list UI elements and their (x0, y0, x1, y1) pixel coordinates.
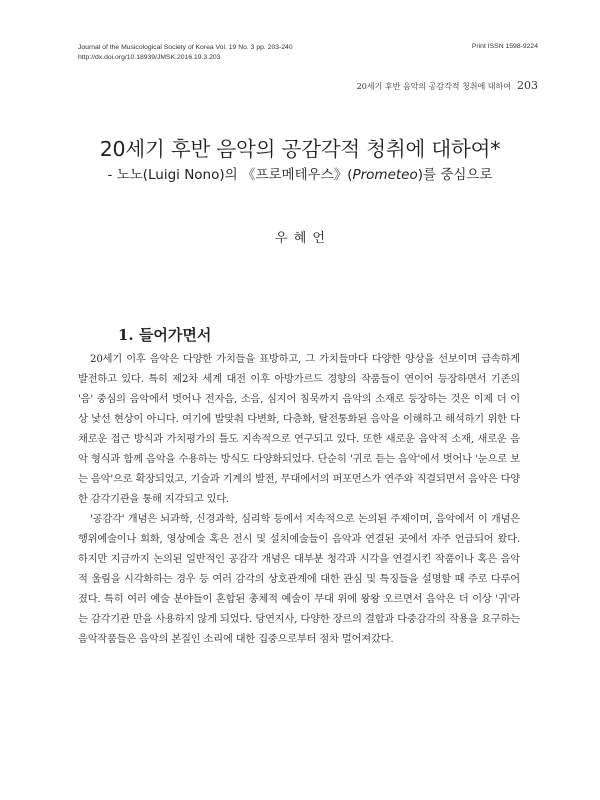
subtitle-prefix: - 노노(Luigi Nono)의 《프로메테우스》( (107, 167, 353, 183)
journal-info (78, 43, 293, 62)
issn: Print ISSN 1598-9224 (471, 43, 538, 50)
running-header-title: 20세기 후반 음악의 공감각적 청취에 대하여 (356, 82, 511, 91)
subtitle-suffix: )를 중심으로 (417, 167, 493, 183)
article-title: 20세기 후반 음악의 공감각적 청취에 대하여* (99, 136, 501, 161)
running-header (357, 79, 538, 92)
paragraph: '공감각' 개념은 뇌과학, 신경과학, 심리학 등에서 지속적으로 논의된 주제이며, 음악에서 이 개념은 행위예술이나 회화, 영상예술 혹은 전시 및 설치예술들이 음악과 연결된 곳에서 자주 언급되어 왔다. 하지만 지금까지 논의된 일반적인 공감각 개념은 대부분 청각과 시각을 연결시킨 작품이나 혹은 음악적 울림을 시각화하는 경우 등 여러 감각의 상호관계에 대한 관심 및 특징들을 설명할 때 주로 다루어졌다. 특히 여러 예술 분야들이 혼합된 총체적 예술이 무대 위에 왕왕 오르면서 음악은 더 이상 '귀'라는 감각기관 만을 사용하지 않게 되었다. 당연지사, 다양한 장르의 결합과 다중감각의 작용을 요구하는 음악작품들은 음악의 본질인 소리에 대한 집중으로부터 점차 멀어져갔다. (78, 514, 520, 645)
paragraph: 20세기 이후 음악은 다양한 가치들을 표방하고, 그 가치들마다 다양한 양상을 선보이며 급속하게 발전하고 있다. 특히 제2차 세계 대전 이후 아방가르드 경향의 작품들이 연이어 등장하면서 기존의 '음' 중심의 음악에서 벗어나 전자음, 소음, 심지어 침묵까지 음악의 소재로 등장하는 것은 이제 더 이상 낯선 현상이 아니다. 여기에 발맞춰 다변화, 다층화, 탈전통화된 음악을 이해하고 해석하기 위한 다채로운 접근 방식과 가치평가의 틀도 지속적으로 연구되고 있다. 또한 새로운 음악적 소재, 새로운 음악 형식과 함께 음악을 수용하는 방식도 다양화되었다. 단순히 '귀로 듣는 음악'에서 벗어나 '눈으로 보는 음악'으로 확장되었고, 기술과 기계의 발전, 무대에서의 퍼포먼스가 연주와 직결되면서 음악은 다양한 감각기관을 통해 지각되고 있다. (78, 354, 520, 505)
section-heading: 1. 들어가면서 (118, 326, 212, 345)
doi-link[interactable]: http://dx.doi.org/10.18939/JMSK.2016.19.3.203 (78, 53, 221, 61)
page-number: 203 (517, 79, 538, 92)
author-name: 우 혜 언 (275, 231, 325, 246)
article-subtitle (0, 163, 600, 183)
body-text (78, 350, 520, 650)
journal-citation: Journal of the Musicological Society of Korea Vol. 19 No. 3 pp. 203-240 (78, 44, 293, 51)
subtitle-italic-work: Prometeo (352, 167, 418, 183)
